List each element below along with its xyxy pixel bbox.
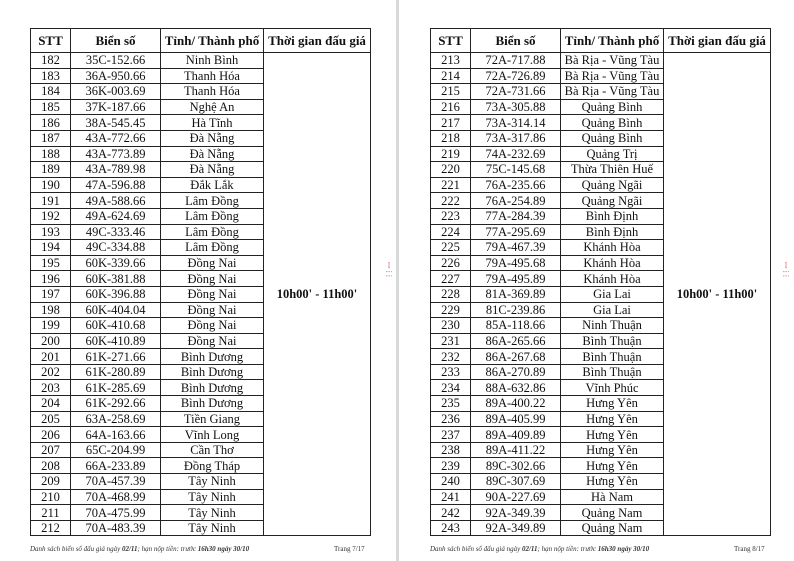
header-time: Thời gian đấu giá — [664, 29, 771, 53]
row-plate: 81A-369.89 — [471, 286, 561, 302]
row-stt: 227 — [431, 271, 471, 287]
row-province: Bình Định — [561, 224, 664, 240]
row-plate: 60K-381.88 — [71, 271, 161, 287]
row-province: Đồng Nai — [161, 271, 264, 287]
row-plate: 73A-317.86 — [471, 130, 561, 146]
row-plate: 89A-411.22 — [471, 442, 561, 458]
row-province: Đắk Lắk — [161, 177, 264, 193]
row-province: Hà Nam — [561, 489, 664, 505]
row-plate: 70A-468.99 — [71, 489, 161, 505]
row-plate: 43A-789.98 — [71, 162, 161, 178]
row-stt: 199 — [31, 318, 71, 334]
row-province: Ninh Bình — [161, 53, 264, 69]
plates-table-right — [430, 28, 771, 536]
row-stt: 190 — [31, 177, 71, 193]
row-stt: 215 — [431, 84, 471, 100]
row-plate: 72A-717.88 — [471, 53, 561, 69]
row-province: Nghệ An — [161, 99, 264, 115]
row-province: Bình Dương — [161, 364, 264, 380]
row-stt: 242 — [431, 505, 471, 521]
row-stt: 223 — [431, 208, 471, 224]
row-province: Bình Thuận — [561, 364, 664, 380]
row-stt: 189 — [31, 162, 71, 178]
row-plate: 90A-227.69 — [471, 489, 561, 505]
row-plate: 65C-204.99 — [71, 442, 161, 458]
footer-note: Danh sách biển số đấu giá ngày 02/11; hạn nộp tiền: trước 16h30 ngày 30/10 — [30, 545, 250, 553]
row-plate: 79A-495.89 — [471, 271, 561, 287]
row-plate: 61K-292.66 — [71, 396, 161, 412]
row-plate: 77A-284.39 — [471, 208, 561, 224]
row-stt: 219 — [431, 146, 471, 162]
row-province: Đồng Nai — [161, 286, 264, 302]
row-province: Bình Dương — [161, 396, 264, 412]
row-stt: 236 — [431, 411, 471, 427]
row-province: Gia Lai — [561, 286, 664, 302]
row-province: Đà Nẵng — [161, 162, 264, 178]
row-stt: 238 — [431, 442, 471, 458]
row-plate: 61K-271.66 — [71, 349, 161, 365]
row-stt: 218 — [431, 130, 471, 146]
row-stt: 239 — [431, 458, 471, 474]
time-slot: 10h00' - 11h00' — [664, 53, 771, 536]
row-plate: 37K-187.66 — [71, 99, 161, 115]
row-province: Hưng Yên — [561, 427, 664, 443]
row-stt: 233 — [431, 364, 471, 380]
page-number: Trang 8/17 — [734, 545, 765, 553]
table-header-row — [31, 29, 371, 53]
row-province: Hưng Yên — [561, 458, 664, 474]
row-stt: 194 — [31, 240, 71, 256]
row-stt: 226 — [431, 255, 471, 271]
row-stt: 208 — [31, 458, 71, 474]
header-plate: Biển số — [471, 29, 561, 53]
row-province: Quảng Nam — [561, 505, 664, 521]
row-plate: 89C-307.69 — [471, 474, 561, 490]
row-plate: 60K-339.66 — [71, 255, 161, 271]
row-stt: 217 — [431, 115, 471, 131]
row-province: Đồng Nai — [161, 318, 264, 334]
table-header-row — [431, 29, 771, 53]
row-plate: 70A-475.99 — [71, 505, 161, 521]
row-plate: 38A-545.45 — [71, 115, 161, 131]
row-province: Khánh Hòa — [561, 240, 664, 256]
header-province: Tỉnh/ Thành phố — [561, 29, 664, 53]
handwritten-mark: ꟷ ⁞ ⁞ — [384, 262, 393, 277]
row-plate: 89A-405.99 — [471, 411, 561, 427]
row-plate: 75C-145.68 — [471, 162, 561, 178]
row-stt: 231 — [431, 333, 471, 349]
row-province: Bình Thuận — [561, 333, 664, 349]
row-stt: 188 — [31, 146, 71, 162]
row-province: Bà Rịa - Vũng Tàu — [561, 53, 664, 69]
row-plate: 60K-396.88 — [71, 286, 161, 302]
row-province: Quảng Bình — [561, 130, 664, 146]
row-stt: 240 — [431, 474, 471, 490]
row-stt: 184 — [31, 84, 71, 100]
row-province: Khánh Hòa — [561, 255, 664, 271]
row-province: Quảng Bình — [561, 99, 664, 115]
row-stt: 221 — [431, 177, 471, 193]
row-province: Đồng Nai — [161, 302, 264, 318]
row-plate: 61K-280.89 — [71, 364, 161, 380]
header-plate: Biển số — [71, 29, 161, 53]
row-stt: 206 — [31, 427, 71, 443]
row-stt: 230 — [431, 318, 471, 334]
row-province: Bình Dương — [161, 380, 264, 396]
row-plate: 43A-773.89 — [71, 146, 161, 162]
row-plate: 43A-772.66 — [71, 130, 161, 146]
row-province: Lâm Đồng — [161, 208, 264, 224]
row-plate: 79A-467.39 — [471, 240, 561, 256]
row-plate: 72A-726.89 — [471, 68, 561, 84]
row-plate: 89C-302.66 — [471, 458, 561, 474]
row-province: Bà Rịa - Vũng Tàu — [561, 84, 664, 100]
row-plate: 86A-265.66 — [471, 333, 561, 349]
row-stt: 198 — [31, 302, 71, 318]
row-stt: 201 — [31, 349, 71, 365]
row-stt: 237 — [431, 427, 471, 443]
row-stt: 235 — [431, 396, 471, 412]
page-divider — [396, 0, 399, 561]
row-plate: 60K-404.04 — [71, 302, 161, 318]
row-province: Tây Ninh — [161, 505, 264, 521]
row-stt: 185 — [31, 99, 71, 115]
row-plate: 86A-267.68 — [471, 349, 561, 365]
row-province: Đồng Tháp — [161, 458, 264, 474]
row-province: Ninh Thuận — [561, 318, 664, 334]
row-plate: 72A-731.66 — [471, 84, 561, 100]
header-stt: STT — [31, 29, 71, 53]
row-province: Tây Ninh — [161, 520, 264, 536]
row-stt: 186 — [31, 115, 71, 131]
row-plate: 92A-349.39 — [471, 505, 561, 521]
row-province: Thanh Hóa — [161, 84, 264, 100]
row-province: Bình Dương — [161, 349, 264, 365]
row-plate: 36K-003.69 — [71, 84, 161, 100]
page-number: Trang 7/17 — [334, 545, 365, 553]
row-province: Tây Ninh — [161, 489, 264, 505]
footer-note: Danh sách biển số đấu giá ngày 02/11; hạn nộp tiền: trước 16h30 ngày 30/10 — [430, 545, 650, 553]
row-stt: 243 — [431, 520, 471, 536]
row-plate: 49C-333.46 — [71, 224, 161, 240]
row-province: Tây Ninh — [161, 474, 264, 490]
row-province: Hưng Yên — [561, 396, 664, 412]
row-province: Hà Tĩnh — [161, 115, 264, 131]
row-stt: 187 — [31, 130, 71, 146]
row-plate: 92A-349.89 — [471, 520, 561, 536]
row-stt: 241 — [431, 489, 471, 505]
row-stt: 207 — [31, 442, 71, 458]
row-plate: 74A-232.69 — [471, 146, 561, 162]
row-plate: 76A-235.66 — [471, 177, 561, 193]
row-province: Hưng Yên — [561, 474, 664, 490]
handwritten-mark: ꟷ ⁞ ⁞ — [781, 262, 790, 277]
row-stt: 191 — [31, 193, 71, 209]
row-stt: 204 — [31, 396, 71, 412]
row-plate: 81C-239.86 — [471, 302, 561, 318]
row-plate: 70A-483.39 — [71, 520, 161, 536]
row-plate: 63A-258.69 — [71, 411, 161, 427]
row-plate: 86A-270.89 — [471, 364, 561, 380]
row-stt: 183 — [31, 68, 71, 84]
document-page-left — [0, 0, 394, 561]
row-province: Bình Định — [561, 208, 664, 224]
plates-table-left — [30, 28, 371, 536]
row-province: Hưng Yên — [561, 442, 664, 458]
header-time: Thời gian đấu giá — [264, 29, 371, 53]
row-plate: 36A-950.66 — [71, 68, 161, 84]
row-stt: 212 — [31, 520, 71, 536]
row-plate: 47A-596.88 — [71, 177, 161, 193]
row-province: Đà Nẵng — [161, 146, 264, 162]
row-plate: 79A-495.68 — [471, 255, 561, 271]
row-stt: 210 — [31, 489, 71, 505]
row-stt: 214 — [431, 68, 471, 84]
table-row — [31, 53, 371, 69]
row-plate: 85A-118.66 — [471, 318, 561, 334]
row-province: Đồng Nai — [161, 255, 264, 271]
row-stt: 205 — [31, 411, 71, 427]
row-plate: 89A-400.22 — [471, 396, 561, 412]
row-stt: 225 — [431, 240, 471, 256]
row-stt: 182 — [31, 53, 71, 69]
row-stt: 202 — [31, 364, 71, 380]
row-stt: 229 — [431, 302, 471, 318]
row-province: Quảng Bình — [561, 115, 664, 131]
table-row — [431, 53, 771, 69]
row-province: Hưng Yên — [561, 411, 664, 427]
row-province: Vĩnh Phúc — [561, 380, 664, 396]
row-province: Bà Rịa - Vũng Tàu — [561, 68, 664, 84]
row-plate: 73A-314.14 — [471, 115, 561, 131]
row-stt: 224 — [431, 224, 471, 240]
row-province: Gia Lai — [561, 302, 664, 318]
row-plate: 70A-457.39 — [71, 474, 161, 490]
row-stt: 192 — [31, 208, 71, 224]
row-province: Lâm Đồng — [161, 240, 264, 256]
row-stt: 228 — [431, 286, 471, 302]
row-plate: 49A-588.66 — [71, 193, 161, 209]
row-stt: 216 — [431, 99, 471, 115]
row-stt: 213 — [431, 53, 471, 69]
row-stt: 197 — [31, 286, 71, 302]
row-plate: 49A-624.69 — [71, 208, 161, 224]
row-stt: 234 — [431, 380, 471, 396]
time-slot: 10h00' - 11h00' — [264, 53, 371, 536]
row-province: Thừa Thiên Huế — [561, 162, 664, 178]
row-stt: 232 — [431, 349, 471, 365]
row-plate: 60K-410.68 — [71, 318, 161, 334]
row-plate: 66A-233.89 — [71, 458, 161, 474]
row-province: Bình Thuận — [561, 349, 664, 365]
row-province: Cần Thơ — [161, 442, 264, 458]
row-province: Thanh Hóa — [161, 68, 264, 84]
row-province: Vĩnh Long — [161, 427, 264, 443]
document-page-right — [400, 0, 794, 561]
header-province: Tỉnh/ Thành phố — [161, 29, 264, 53]
row-province: Quảng Trị — [561, 146, 664, 162]
row-plate: 76A-254.89 — [471, 193, 561, 209]
row-plate: 77A-295.69 — [471, 224, 561, 240]
row-plate: 60K-410.89 — [71, 333, 161, 349]
row-plate: 88A-632.86 — [471, 380, 561, 396]
row-province: Lâm Đồng — [161, 224, 264, 240]
row-plate: 35C-152.66 — [71, 53, 161, 69]
row-stt: 203 — [31, 380, 71, 396]
row-province: Quảng Ngãi — [561, 193, 664, 209]
header-stt: STT — [431, 29, 471, 53]
row-stt: 209 — [31, 474, 71, 490]
row-plate: 73A-305.88 — [471, 99, 561, 115]
row-province: Khánh Hòa — [561, 271, 664, 287]
row-stt: 193 — [31, 224, 71, 240]
row-plate: 49C-334.88 — [71, 240, 161, 256]
row-province: Quảng Ngãi — [561, 177, 664, 193]
row-province: Quảng Nam — [561, 520, 664, 536]
row-province: Lâm Đồng — [161, 193, 264, 209]
row-plate: 61K-285.69 — [71, 380, 161, 396]
row-stt: 222 — [431, 193, 471, 209]
row-plate: 89A-409.89 — [471, 427, 561, 443]
row-stt: 220 — [431, 162, 471, 178]
row-province: Tiền Giang — [161, 411, 264, 427]
row-province: Đồng Nai — [161, 333, 264, 349]
row-province: Đà Nẵng — [161, 130, 264, 146]
row-plate: 64A-163.66 — [71, 427, 161, 443]
row-stt: 195 — [31, 255, 71, 271]
row-stt: 211 — [31, 505, 71, 521]
row-stt: 196 — [31, 271, 71, 287]
row-stt: 200 — [31, 333, 71, 349]
